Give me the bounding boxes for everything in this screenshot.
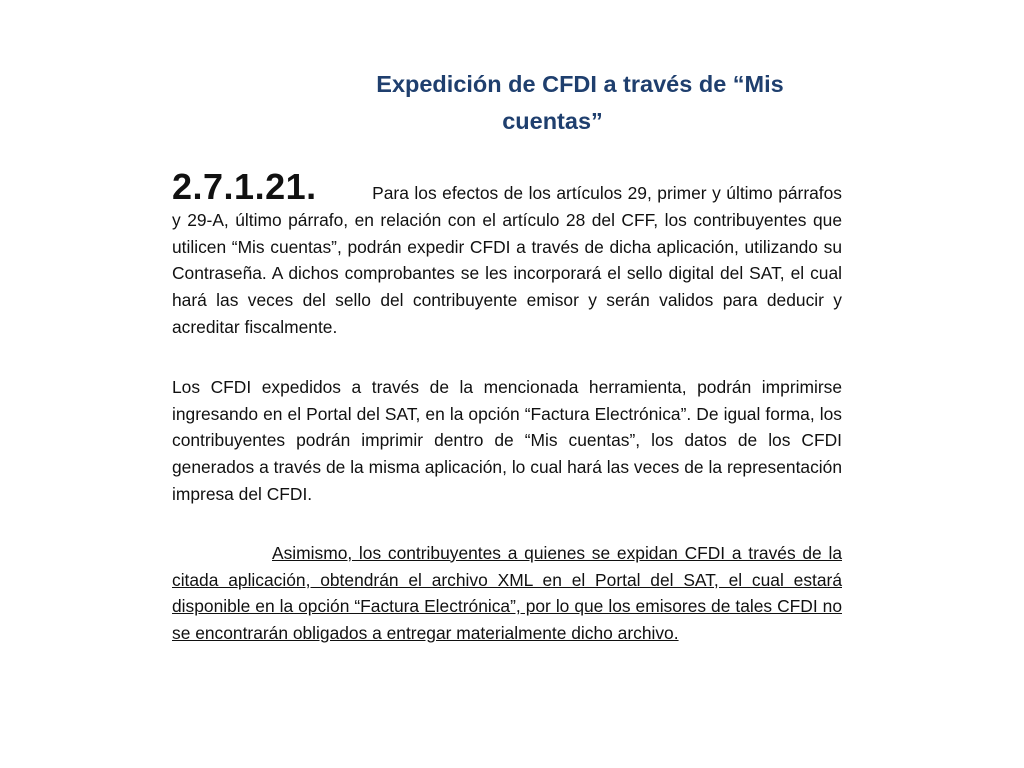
title-line-1: Expedición de CFDI a través de “Mis: [376, 71, 784, 97]
slide-title: [300, 66, 820, 140]
title-line-2: cuentas”: [502, 108, 603, 134]
paragraph-1-text: Para los efectos de los artículos 29, primer y último párrafos y 29-A, último párrafo, en relación con el artículo 28 del CFF, los contribuyentes que utilicen “Mis cuentas”, podrán expedir CFDI a través de dicha aplicación, utilizando su Contraseña. A dichos comprobantes se les incorporará el sello digital del SAT, el cual hará las veces del sello del contribuyente emisor y serán validos para deducir y acreditar fiscalmente.: [172, 183, 843, 337]
paragraph-rule: [172, 166, 843, 341]
paragraph-3-underlined: Asimismo, los contribuyentes a quienes se expidan CFDI a través de la citada aplicación, obtendrán el archivo XML en el Portal del SAT, el cual estará disponible en la opción “Factura Electrónica”, por lo que los emisores de tales CFDI no se encontrarán obligados a entregar materialmente dicho archivo.: [172, 542, 842, 644]
slide-body: [172, 166, 843, 647]
paragraph-2: Los CFDI expedidos a través de la mencionada herramienta, podrán imprimirse ingresando en el Portal del SAT, en la opción “Factura Electrónica”. De igual forma, los contribuyentes podrán imprimir dentro de “Mis cuentas”, los datos de los CFDI generados a través de la misma aplicación, lo cual hará las veces de la representación impresa del CFDI.: [172, 376, 842, 504]
rule-number: 2.7.1.21.: [172, 166, 317, 207]
